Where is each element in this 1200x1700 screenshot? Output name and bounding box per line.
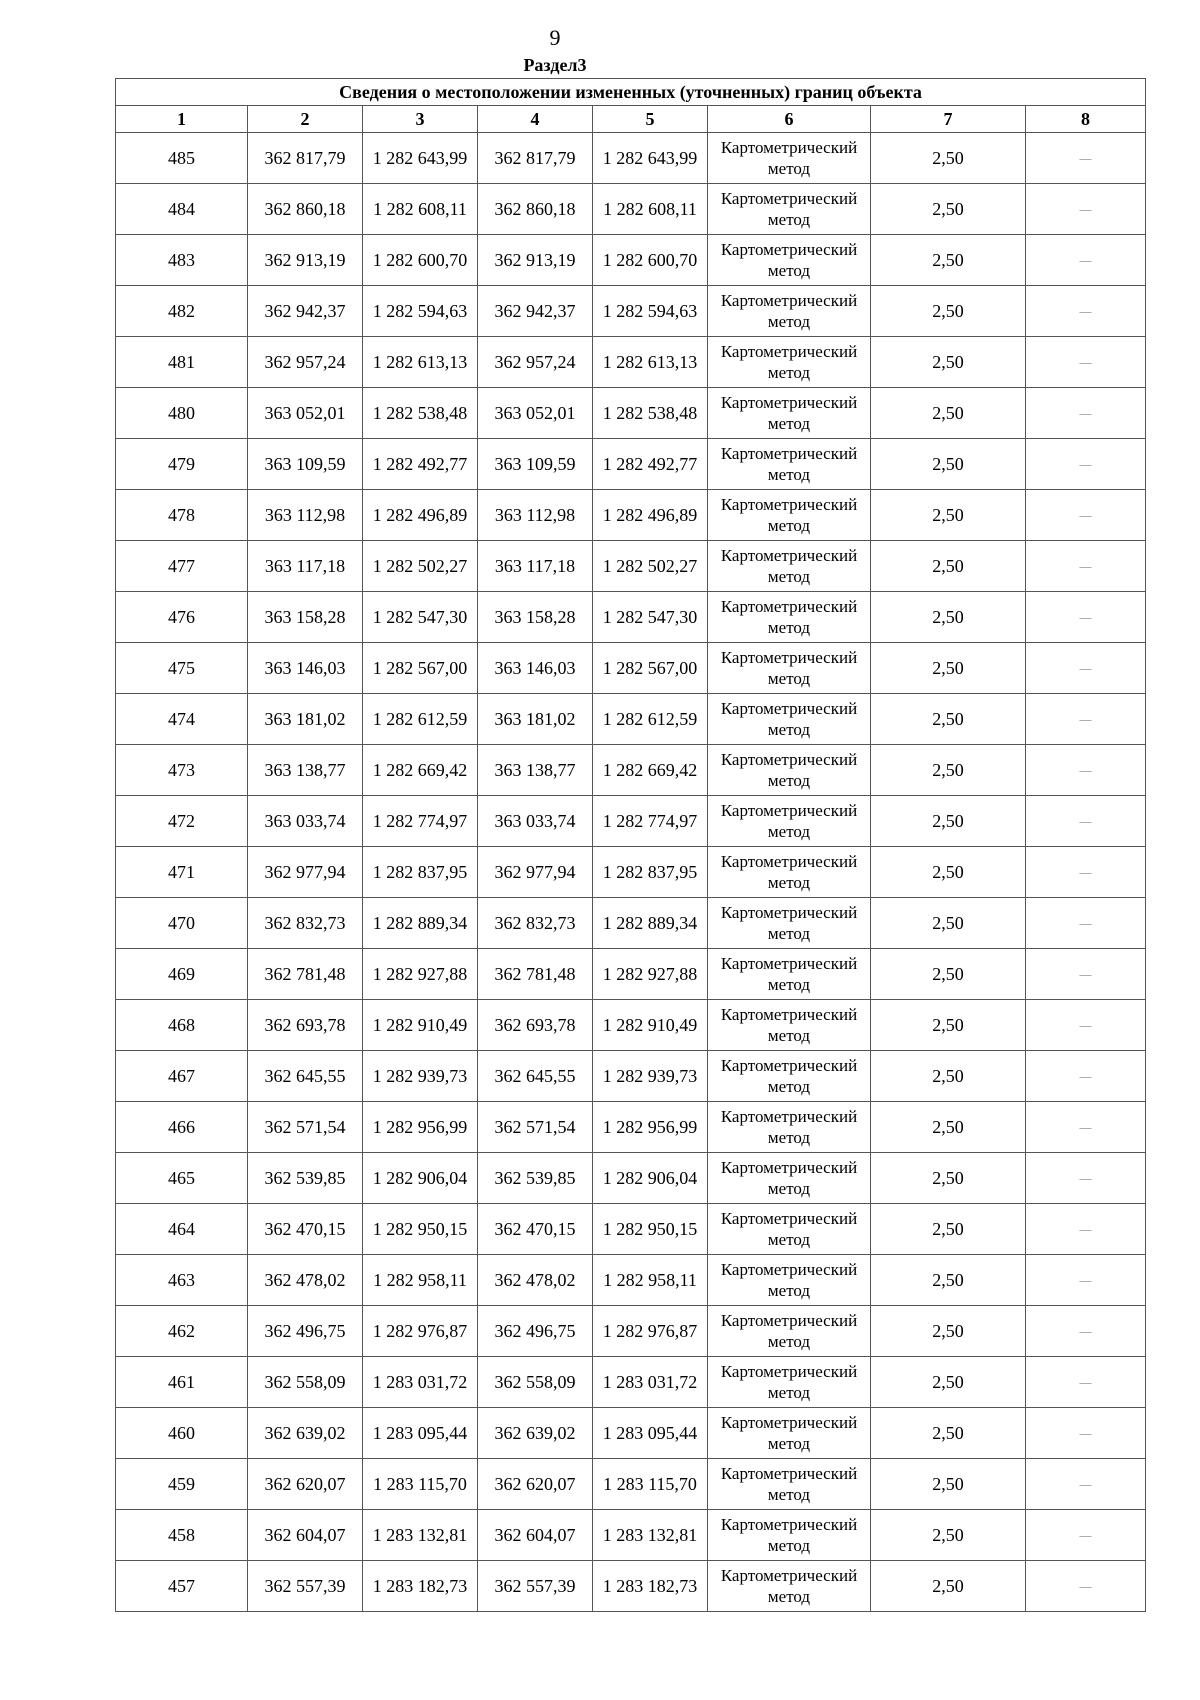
table-cell-col-5: 1 282 939,73 — [593, 1051, 708, 1102]
table-cell-col-4: 362 977,94 — [478, 847, 593, 898]
table-cell-col-4: 362 539,85 — [478, 1153, 593, 1204]
table-body — [116, 133, 1146, 1612]
table-cell-col-1: 481 — [116, 337, 248, 388]
table-cell-col-6: Картометрический метод — [708, 1459, 871, 1510]
table-cell-col-2: 362 781,48 — [248, 949, 363, 1000]
table-cell-col-6: Картометрический метод — [708, 847, 871, 898]
table-cell-col-8: — — [1026, 898, 1146, 949]
table-cell-col-5: 1 282 950,15 — [593, 1204, 708, 1255]
table-row — [116, 643, 1146, 694]
table-cell-col-5: 1 283 182,73 — [593, 1561, 708, 1612]
table-cell-col-8: — — [1026, 847, 1146, 898]
table-cell-col-3: 1 282 958,11 — [363, 1255, 478, 1306]
table-cell-col-6: Картометрический метод — [708, 1153, 871, 1204]
table-cell-col-2: 362 832,73 — [248, 898, 363, 949]
table-row — [116, 1408, 1146, 1459]
table-cell-col-6: Картометрический метод — [708, 286, 871, 337]
table-cell-col-1: 457 — [116, 1561, 248, 1612]
table-cell-col-8: — — [1026, 490, 1146, 541]
table-cell-col-7: 2,50 — [871, 439, 1026, 490]
table-row — [116, 439, 1146, 490]
table-cell-col-1: 477 — [116, 541, 248, 592]
table-cell-col-6: Картометрический метод — [708, 490, 871, 541]
table-cell-col-5: 1 282 600,70 — [593, 235, 708, 286]
column-header-7: 7 — [871, 106, 1026, 133]
table-cell-col-7: 2,50 — [871, 643, 1026, 694]
column-header-3: 3 — [363, 106, 478, 133]
table-cell-col-3: 1 282 950,15 — [363, 1204, 478, 1255]
boundary-coordinates-table — [115, 78, 1146, 1612]
table-cell-col-7: 2,50 — [871, 1204, 1026, 1255]
table-cell-col-8: — — [1026, 1561, 1146, 1612]
table-cell-col-8: — — [1026, 592, 1146, 643]
table-cell-col-6: Картометрический метод — [708, 1306, 871, 1357]
table-cell-col-1: 476 — [116, 592, 248, 643]
table-cell-col-4: 362 645,55 — [478, 1051, 593, 1102]
table-cell-col-4: 362 913,19 — [478, 235, 593, 286]
table-cell-col-7: 2,50 — [871, 541, 1026, 592]
table-cell-col-1: 485 — [116, 133, 248, 184]
table-cell-col-2: 363 181,02 — [248, 694, 363, 745]
table-cell-col-6: Картометрический метод — [708, 745, 871, 796]
table-cell-col-4: 362 557,39 — [478, 1561, 593, 1612]
table-cell-col-1: 483 — [116, 235, 248, 286]
table-cell-col-1: 464 — [116, 1204, 248, 1255]
table-row — [116, 1510, 1146, 1561]
table-cell-col-7: 2,50 — [871, 1408, 1026, 1459]
table-row — [116, 490, 1146, 541]
table-cell-col-1: 462 — [116, 1306, 248, 1357]
table-cell-col-5: 1 282 538,48 — [593, 388, 708, 439]
page-number: 9 — [549, 25, 561, 50]
table-cell-col-3: 1 282 613,13 — [363, 337, 478, 388]
table-cell-col-4: 363 138,77 — [478, 745, 593, 796]
table-cell-col-2: 362 557,39 — [248, 1561, 363, 1612]
table-cell-col-5: 1 282 927,88 — [593, 949, 708, 1000]
table-cell-col-2: 362 558,09 — [248, 1357, 363, 1408]
table-cell-col-5: 1 283 132,81 — [593, 1510, 708, 1561]
table-cell-col-5: 1 282 608,11 — [593, 184, 708, 235]
table-cell-col-7: 2,50 — [871, 1102, 1026, 1153]
table-cell-col-1: 459 — [116, 1459, 248, 1510]
table-row — [116, 1204, 1146, 1255]
table-cell-col-5: 1 283 115,70 — [593, 1459, 708, 1510]
table-cell-col-1: 469 — [116, 949, 248, 1000]
table-cell-col-4: 363 181,02 — [478, 694, 593, 745]
table-cell-col-6: Картометрический метод — [708, 439, 871, 490]
table-cell-col-1: 478 — [116, 490, 248, 541]
table-cell-col-6: Картометрический метод — [708, 1255, 871, 1306]
table-cell-col-4: 362 558,09 — [478, 1357, 593, 1408]
table-cell-col-3: 1 282 976,87 — [363, 1306, 478, 1357]
table-cell-col-2: 363 112,98 — [248, 490, 363, 541]
table-cell-col-2: 362 977,94 — [248, 847, 363, 898]
table-cell-col-1: 461 — [116, 1357, 248, 1408]
table-cell-col-5: 1 282 910,49 — [593, 1000, 708, 1051]
table-cell-col-5: 1 282 643,99 — [593, 133, 708, 184]
table-row — [116, 1102, 1146, 1153]
table-cell-col-3: 1 283 095,44 — [363, 1408, 478, 1459]
table-row — [116, 1051, 1146, 1102]
table-cell-col-7: 2,50 — [871, 949, 1026, 1000]
table-cell-col-2: 362 470,15 — [248, 1204, 363, 1255]
table-cell-col-1: 458 — [116, 1510, 248, 1561]
table-cell-col-5: 1 282 837,95 — [593, 847, 708, 898]
table-row — [116, 694, 1146, 745]
table-cell-col-1: 484 — [116, 184, 248, 235]
table-cell-col-1: 479 — [116, 439, 248, 490]
table-cell-col-4: 362 860,18 — [478, 184, 593, 235]
table-cell-col-7: 2,50 — [871, 1510, 1026, 1561]
table-cell-col-5: 1 283 031,72 — [593, 1357, 708, 1408]
table-cell-col-8: — — [1026, 1357, 1146, 1408]
column-header-1: 1 — [116, 106, 248, 133]
table-cell-col-3: 1 282 492,77 — [363, 439, 478, 490]
table-cell-col-8: — — [1026, 1153, 1146, 1204]
table-cell-col-8: — — [1026, 133, 1146, 184]
table-cell-col-6: Картометрический метод — [708, 1357, 871, 1408]
table-cell-col-6: Картометрический метод — [708, 1204, 871, 1255]
table-cell-col-3: 1 282 927,88 — [363, 949, 478, 1000]
table-cell-col-5: 1 282 774,97 — [593, 796, 708, 847]
table-cell-col-5: 1 282 906,04 — [593, 1153, 708, 1204]
table-row — [116, 1459, 1146, 1510]
table-cell-col-3: 1 282 567,00 — [363, 643, 478, 694]
table-row — [116, 184, 1146, 235]
table-cell-col-5: 1 282 567,00 — [593, 643, 708, 694]
table-cell-col-4: 362 496,75 — [478, 1306, 593, 1357]
table-cell-col-1: 466 — [116, 1102, 248, 1153]
table-cell-col-1: 468 — [116, 1000, 248, 1051]
table-cell-col-4: 362 571,54 — [478, 1102, 593, 1153]
table-cell-col-2: 363 146,03 — [248, 643, 363, 694]
table-cell-col-4: 363 112,98 — [478, 490, 593, 541]
table-cell-col-6: Картометрический метод — [708, 1408, 871, 1459]
table-cell-col-3: 1 282 600,70 — [363, 235, 478, 286]
table-row — [116, 796, 1146, 847]
table-cell-col-3: 1 282 910,49 — [363, 1000, 478, 1051]
table-cell-col-6: Картометрический метод — [708, 949, 871, 1000]
table-cell-col-6: Картометрический метод — [708, 1102, 871, 1153]
table-cell-col-1: 482 — [116, 286, 248, 337]
table-cell-col-4: 363 158,28 — [478, 592, 593, 643]
table-row — [116, 745, 1146, 796]
table-row — [116, 898, 1146, 949]
table-cell-col-1: 471 — [116, 847, 248, 898]
table-cell-col-5: 1 282 594,63 — [593, 286, 708, 337]
table-cell-col-8: — — [1026, 286, 1146, 337]
table-cell-col-7: 2,50 — [871, 592, 1026, 643]
table-cell-col-4: 363 109,59 — [478, 439, 593, 490]
table-caption: Сведения о местоположении измененных (уточненных) границ объекта — [116, 79, 1146, 106]
table-cell-col-5: 1 282 502,27 — [593, 541, 708, 592]
table-cell-col-6: Картометрический метод — [708, 1000, 871, 1051]
table-row — [116, 235, 1146, 286]
table-cell-col-2: 363 117,18 — [248, 541, 363, 592]
table-cell-col-2: 362 860,18 — [248, 184, 363, 235]
table-cell-col-2: 363 052,01 — [248, 388, 363, 439]
table-cell-col-7: 2,50 — [871, 847, 1026, 898]
table-cell-col-6: Картометрический метод — [708, 541, 871, 592]
table-cell-col-5: 1 282 612,59 — [593, 694, 708, 745]
table-cell-col-2: 362 639,02 — [248, 1408, 363, 1459]
table-cell-col-7: 2,50 — [871, 184, 1026, 235]
table-cell-col-8: — — [1026, 1255, 1146, 1306]
table-cell-col-8: — — [1026, 1204, 1146, 1255]
table-cell-col-7: 2,50 — [871, 898, 1026, 949]
table-row — [116, 337, 1146, 388]
table-cell-col-8: — — [1026, 541, 1146, 592]
table-cell-col-1: 480 — [116, 388, 248, 439]
table-cell-col-8: — — [1026, 439, 1146, 490]
table-cell-col-2: 363 158,28 — [248, 592, 363, 643]
table-cell-col-6: Картометрический метод — [708, 235, 871, 286]
table-row — [116, 541, 1146, 592]
table-row — [116, 286, 1146, 337]
table-cell-col-4: 362 817,79 — [478, 133, 593, 184]
table-cell-col-2: 362 571,54 — [248, 1102, 363, 1153]
table-cell-col-3: 1 283 182,73 — [363, 1561, 478, 1612]
table-cell-col-6: Картометрический метод — [708, 388, 871, 439]
table-cell-col-7: 2,50 — [871, 1561, 1026, 1612]
table-cell-col-8: — — [1026, 1510, 1146, 1561]
table-cell-col-2: 362 913,19 — [248, 235, 363, 286]
table-cell-col-4: 362 781,48 — [478, 949, 593, 1000]
table-cell-col-3: 1 283 031,72 — [363, 1357, 478, 1408]
table-cell-col-4: 362 604,07 — [478, 1510, 593, 1561]
table-cell-col-3: 1 282 643,99 — [363, 133, 478, 184]
table-cell-col-3: 1 282 956,99 — [363, 1102, 478, 1153]
table-cell-col-5: 1 282 613,13 — [593, 337, 708, 388]
column-number-row — [116, 106, 1146, 133]
table-cell-col-8: — — [1026, 1000, 1146, 1051]
table-cell-col-4: 362 639,02 — [478, 1408, 593, 1459]
table-cell-col-8: — — [1026, 1459, 1146, 1510]
table-cell-col-5: 1 282 889,34 — [593, 898, 708, 949]
table-cell-col-7: 2,50 — [871, 1153, 1026, 1204]
table-cell-col-2: 362 604,07 — [248, 1510, 363, 1561]
table-cell-col-2: 362 620,07 — [248, 1459, 363, 1510]
table-cell-col-7: 2,50 — [871, 1459, 1026, 1510]
table-cell-col-2: 363 109,59 — [248, 439, 363, 490]
table-cell-col-4: 363 033,74 — [478, 796, 593, 847]
table-cell-col-2: 362 478,02 — [248, 1255, 363, 1306]
table-cell-col-7: 2,50 — [871, 745, 1026, 796]
table-cell-col-3: 1 282 496,89 — [363, 490, 478, 541]
table-cell-col-8: — — [1026, 796, 1146, 847]
table-cell-col-4: 362 478,02 — [478, 1255, 593, 1306]
table-cell-col-6: Картометрический метод — [708, 184, 871, 235]
section-title: Раздел3 — [523, 55, 587, 75]
table-cell-col-8: — — [1026, 694, 1146, 745]
table-row — [116, 1561, 1146, 1612]
table-cell-col-1: 465 — [116, 1153, 248, 1204]
table-cell-col-2: 362 942,37 — [248, 286, 363, 337]
table-cell-col-7: 2,50 — [871, 1000, 1026, 1051]
table-cell-col-4: 363 117,18 — [478, 541, 593, 592]
table-row — [116, 949, 1146, 1000]
table-cell-col-3: 1 282 774,97 — [363, 796, 478, 847]
table-cell-col-3: 1 282 889,34 — [363, 898, 478, 949]
table-cell-col-3: 1 282 608,11 — [363, 184, 478, 235]
table-row — [116, 1357, 1146, 1408]
table-cell-col-3: 1 283 132,81 — [363, 1510, 478, 1561]
table-cell-col-3: 1 283 115,70 — [363, 1459, 478, 1510]
table-cell-col-7: 2,50 — [871, 1357, 1026, 1408]
table-cell-col-5: 1 282 492,77 — [593, 439, 708, 490]
table-cell-col-5: 1 282 496,89 — [593, 490, 708, 541]
table-cell-col-8: — — [1026, 1408, 1146, 1459]
column-header-6: 6 — [708, 106, 871, 133]
table-cell-col-6: Картометрический метод — [708, 898, 871, 949]
table-cell-col-7: 2,50 — [871, 286, 1026, 337]
table-cell-col-6: Картометрический метод — [708, 1561, 871, 1612]
table-cell-col-8: — — [1026, 643, 1146, 694]
table-row — [116, 1255, 1146, 1306]
table-cell-col-8: — — [1026, 1051, 1146, 1102]
table-cell-col-7: 2,50 — [871, 796, 1026, 847]
table-cell-col-2: 362 496,75 — [248, 1306, 363, 1357]
table-cell-col-4: 363 052,01 — [478, 388, 593, 439]
table-cell-col-7: 2,50 — [871, 490, 1026, 541]
table-cell-col-4: 362 620,07 — [478, 1459, 593, 1510]
table-cell-col-5: 1 282 956,99 — [593, 1102, 708, 1153]
table-cell-col-7: 2,50 — [871, 337, 1026, 388]
table-cell-col-4: 362 957,24 — [478, 337, 593, 388]
table-cell-col-4: 362 832,73 — [478, 898, 593, 949]
table-cell-col-7: 2,50 — [871, 1051, 1026, 1102]
table-cell-col-3: 1 282 502,27 — [363, 541, 478, 592]
table-cell-col-2: 362 817,79 — [248, 133, 363, 184]
table-row — [116, 1306, 1146, 1357]
table-row — [116, 133, 1146, 184]
table-cell-col-7: 2,50 — [871, 1255, 1026, 1306]
table-cell-col-6: Картометрический метод — [708, 1051, 871, 1102]
table-cell-col-5: 1 282 958,11 — [593, 1255, 708, 1306]
table-cell-col-6: Картометрический метод — [708, 796, 871, 847]
table-cell-col-3: 1 282 538,48 — [363, 388, 478, 439]
table-cell-col-1: 473 — [116, 745, 248, 796]
table-cell-col-7: 2,50 — [871, 133, 1026, 184]
table-row — [116, 847, 1146, 898]
table-cell-col-3: 1 282 669,42 — [363, 745, 478, 796]
table-cell-col-1: 467 — [116, 1051, 248, 1102]
table-cell-col-7: 2,50 — [871, 1306, 1026, 1357]
table-cell-col-1: 474 — [116, 694, 248, 745]
table-cell-col-8: — — [1026, 235, 1146, 286]
column-header-2: 2 — [248, 106, 363, 133]
table-cell-col-1: 463 — [116, 1255, 248, 1306]
table-cell-col-5: 1 282 547,30 — [593, 592, 708, 643]
column-header-4: 4 — [478, 106, 593, 133]
table-cell-col-3: 1 282 837,95 — [363, 847, 478, 898]
table-cell-col-3: 1 282 906,04 — [363, 1153, 478, 1204]
table-cell-col-2: 362 539,85 — [248, 1153, 363, 1204]
table-cell-col-6: Картометрический метод — [708, 694, 871, 745]
table-row — [116, 1153, 1146, 1204]
table-cell-col-1: 460 — [116, 1408, 248, 1459]
table-cell-col-8: — — [1026, 1306, 1146, 1357]
table-cell-col-1: 475 — [116, 643, 248, 694]
table-cell-col-7: 2,50 — [871, 388, 1026, 439]
table-row — [116, 1000, 1146, 1051]
table-cell-col-2: 362 645,55 — [248, 1051, 363, 1102]
table-cell-col-8: — — [1026, 1102, 1146, 1153]
table-cell-col-5: 1 283 095,44 — [593, 1408, 708, 1459]
table-cell-col-6: Картометрический метод — [708, 337, 871, 388]
table-cell-col-2: 362 693,78 — [248, 1000, 363, 1051]
table-cell-col-8: — — [1026, 949, 1146, 1000]
table-cell-col-8: — — [1026, 184, 1146, 235]
table-cell-col-5: 1 282 976,87 — [593, 1306, 708, 1357]
column-header-5: 5 — [593, 106, 708, 133]
table-row — [116, 388, 1146, 439]
table-cell-col-1: 472 — [116, 796, 248, 847]
table-cell-col-7: 2,50 — [871, 694, 1026, 745]
table-cell-col-5: 1 282 669,42 — [593, 745, 708, 796]
table-cell-col-8: — — [1026, 745, 1146, 796]
table-cell-col-8: — — [1026, 388, 1146, 439]
table-cell-col-3: 1 282 939,73 — [363, 1051, 478, 1102]
table-cell-col-6: Картометрический метод — [708, 643, 871, 694]
table-cell-col-2: 362 957,24 — [248, 337, 363, 388]
table-cell-col-1: 470 — [116, 898, 248, 949]
table-cell-col-4: 362 470,15 — [478, 1204, 593, 1255]
table-cell-col-6: Картометрический метод — [708, 133, 871, 184]
table-cell-col-2: 363 138,77 — [248, 745, 363, 796]
table-cell-col-6: Картометрический метод — [708, 592, 871, 643]
table-cell-col-4: 362 693,78 — [478, 1000, 593, 1051]
table-cell-col-3: 1 282 612,59 — [363, 694, 478, 745]
table-row — [116, 592, 1146, 643]
column-header-8: 8 — [1026, 106, 1146, 133]
table-cell-col-2: 363 033,74 — [248, 796, 363, 847]
table-cell-col-8: — — [1026, 337, 1146, 388]
table-cell-col-7: 2,50 — [871, 235, 1026, 286]
table-cell-col-3: 1 282 547,30 — [363, 592, 478, 643]
table-cell-col-4: 363 146,03 — [478, 643, 593, 694]
table-cell-col-3: 1 282 594,63 — [363, 286, 478, 337]
table-cell-col-4: 362 942,37 — [478, 286, 593, 337]
table-cell-col-6: Картометрический метод — [708, 1510, 871, 1561]
